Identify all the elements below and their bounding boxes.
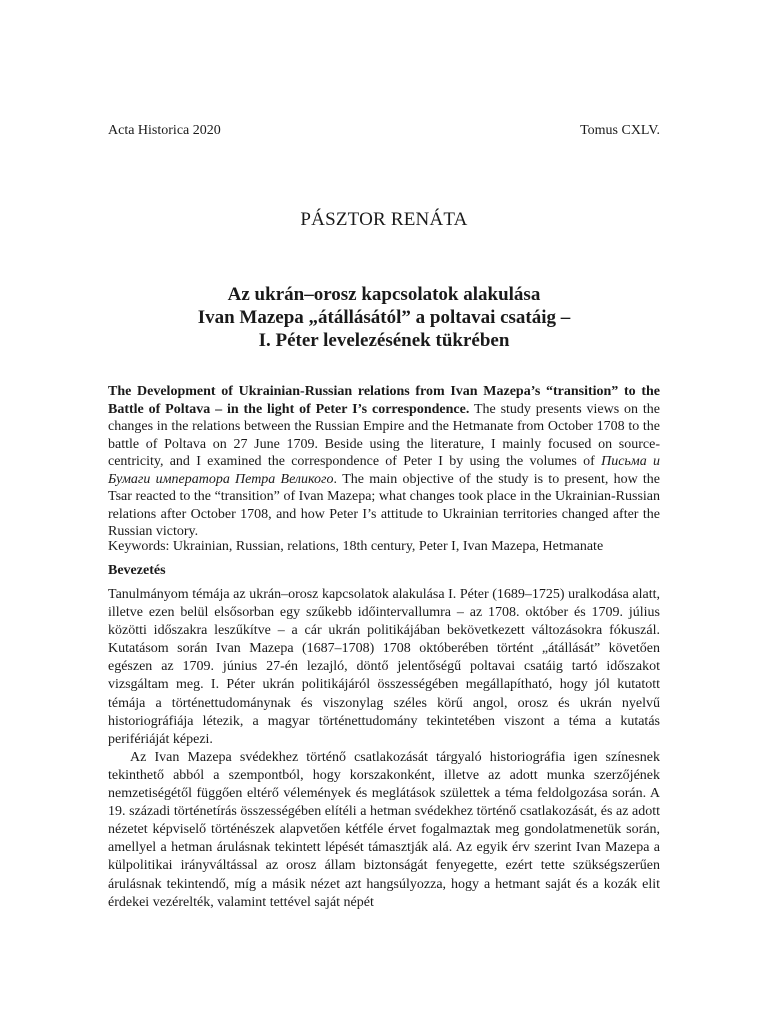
title-line-1: Az ukrán–orosz kapcsolatok alakulása [227,284,541,305]
section-heading: Bevezetés [108,563,166,578]
title-line-2: Ivan Mazepa „átállásától” a poltavai csatáig – [197,307,571,328]
abstract-english-title: The Development of Ukrainian-Russian relations from Ivan Mazepa’s “transition” to the Battle of Poltava – in the light of Peter I’s correspondence. [108,384,660,417]
abstract-source-title: Письма и Бумаги императора Петра Великого [108,454,660,487]
title-line-3: I. Péter levelezésének tükrében [258,330,510,351]
body-text [108,586,660,912]
author-name: PÁSZTOR RENÁTA [300,209,468,230]
paragraph-2: Az Ivan Mazepa svédekhez történő csatlakozását tárgyaló historiográfia igen színesnek tekinthető abból a szempontból, hogy korszakonként, illetve az adott munka szerzőjének nemzetiségétől függően eltérő vélemények és meglátások születtek a téma feldolgozása során. A 19. századi történetírás összességében elítéli a hetman svédekhez történő csatlakozását, és az adott nézetet képviselő történészek alapvetően kétféle érvet fogalmaztak meg gondolatmenetük során, amellyel a hetman árulásnak tekintett lépését támasztják alá. Az egyik érv szerint Ivan Mazepa a külpolitikai irányváltással az orosz állam biztonságát fenyegette, ezért tette szükségszerűen árulásnak tekintendő, míg a másik nézet azt hangsúlyozza, hogy a hetmant saját és a kozák elit érdekei vezérelték, valamint tettével saját népét [108,749,660,910]
journal-name: Acta Historica 2020 [108,123,221,138]
keywords: Keywords: Ukrainian, Russian, relations, 18th century, Peter I, Ivan Mazepa, Hetmanate [108,539,604,554]
abstract-text-2: . The main objective of the study is to present, how the Tsar reacted to the “transition” of Ivan Mazepa; what changes took place in the Ukrainian-Russian relations after October 1708, and how Peter I’s attitude to Ukrainian territories changed after the Russian victory. [108,471,661,539]
abstract [108,383,660,541]
paragraph-1: Tanulmányom témája az ukrán–orosz kapcsolatok alakulása I. Péter (1689–1725) uralkodása alatt, illetve ezen belül elsősorban egy szűkebb időintervallumra – az 1708. október és 1709. július közötti időszakra leszűkítve – a cár ukrán politikájában bekövetkezett változásokra fókuszál. Kutatásom során Ivan Mazepa (1687–1708) 1708 októberében történt „átállását” követően egészen az 1709. június 27-én lezajló, döntő jelentőségű poltavai csatáig tartó időszakot vizsgáltam meg. I. Péter ukrán politikájáról összességében megállapítható, hogy jól kutatott témája a történettudománynak és viszonylag széles körű angol, orosz és ukrán nyelvű historiográfiája létezik, a magyar történettudomány tekintetében viszont a téma a kutatás perifériáját képezi. [108,587,660,747]
abstract-text-1: The study presents views on the changes in the relations between the Russian Empire and the Hetmanate from October 1708 to the battle of Poltava on 27 June 1709. Beside using the literature, I mainly focused on source-centricity, and I examined the correspondence of Peter I by using the volumes of [108,401,660,469]
volume-number: Tomus CXLV. [580,123,660,138]
article-title [108,283,660,352]
